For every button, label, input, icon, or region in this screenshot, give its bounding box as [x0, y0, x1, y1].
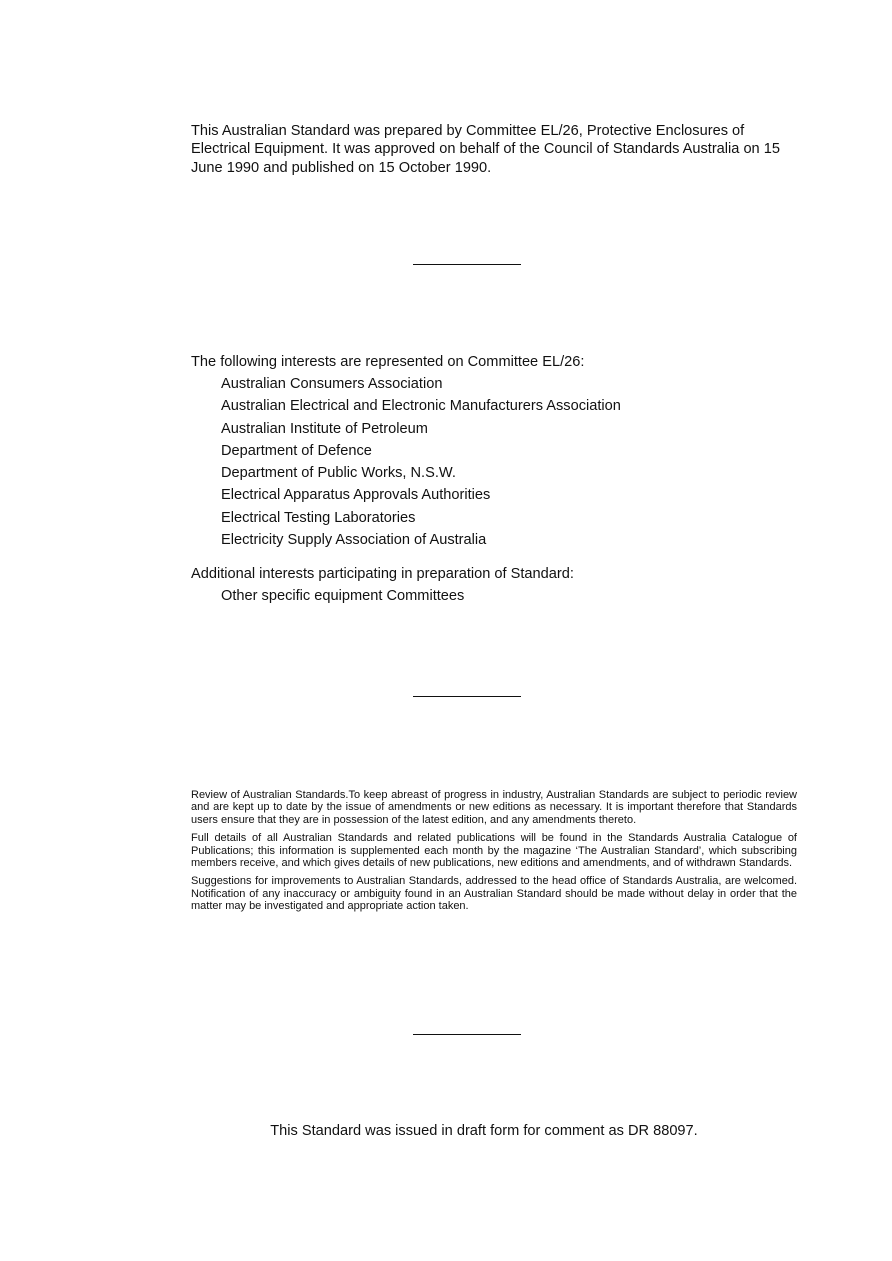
interest-item: Department of Public Works, N.S.W. — [221, 465, 456, 482]
additional-interest-item: Other specific equipment Committees — [221, 588, 465, 605]
draft-note — [0, 1122, 892, 1140]
interest-item: Australian Electrical and Electronic Manufacturers Association — [221, 398, 621, 415]
draft-note-text: This Standard was issued in draft form for comment as DR 88097. — [270, 1123, 698, 1139]
review-notice — [191, 789, 797, 919]
interest-item: Australian Institute of Petroleum — [221, 420, 428, 437]
interest-item: Electricity Supply Association of Australia — [221, 532, 487, 549]
committee-interests — [191, 351, 811, 608]
interest-item: Department of Defence — [221, 442, 372, 459]
interests-heading: The following interests are represented on Committee EL/26: — [191, 354, 585, 370]
interest-item: Electrical Apparatus Approvals Authorities — [221, 487, 491, 504]
additional-interests-heading: Additional interests participating in preparation of Standard: — [191, 566, 574, 583]
section-divider-2 — [413, 696, 521, 697]
interest-item: Australian Consumers Association — [221, 376, 443, 392]
section-divider-1 — [413, 264, 521, 265]
review-paragraph: Suggestions for improvements to Australian Standards, addressed to the head office of Standards Australia, are welcomed. Notification of any inaccuracy or ambiguity found in an Australian Standard should be made without delay in order that the matter may be investigated and appropriate action taken. — [191, 875, 797, 913]
interest-item: Electrical Testing Laboratories — [221, 509, 416, 526]
preparation-text: This Australian Standard was prepared by Committee EL/26, Protective Enclosures of Electrical Equipment. It was approved on behalf of the Council of Standards Australia on 15 June 1990 and published on 15 October 1990. — [191, 123, 780, 176]
additional-interests-list — [191, 585, 811, 607]
preparation-note — [191, 122, 801, 177]
review-paragraph: Review of Australian Standards.To keep abreast of progress in industry, Australian Standards are subject to periodic review and are kept up to date by the issue of amendments or new editions as necessary. It is important therefore that Standards users ensure that they are in possession of the latest edition, and any amendments thereto. — [191, 789, 797, 826]
review-paragraph: Full details of all Australian Standards and related publications will be found in the Standards Australia Catalogue of Publications; this information is supplemented each month by the magazine ‘The Australian Standard’, which subscribing members receive, and which gives details of new publications, new editions and amendments, and of withdrawn Standards. — [191, 832, 797, 870]
section-divider-3 — [413, 1034, 521, 1035]
interests-list — [191, 373, 811, 551]
